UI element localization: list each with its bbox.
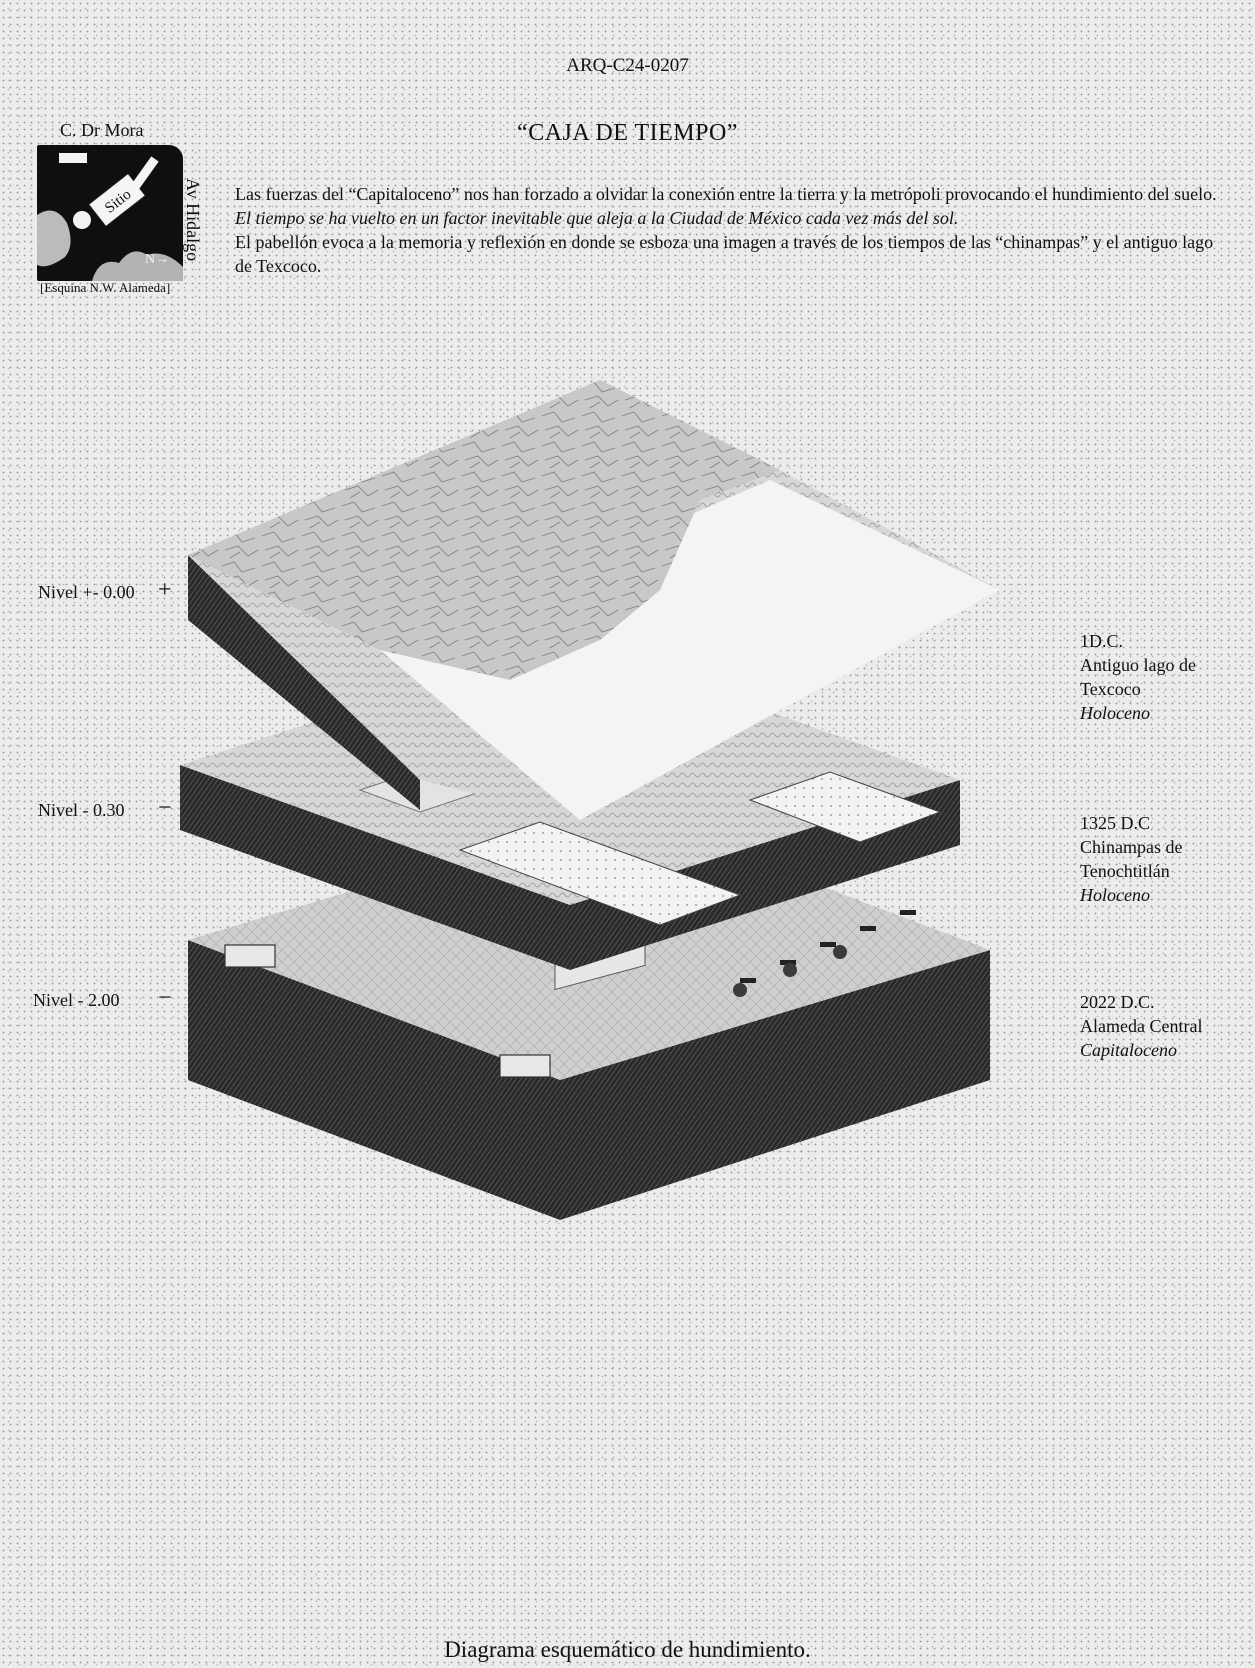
epoch-line2: Tenochtitlán (1080, 861, 1170, 881)
document-code: ARQ-C24-0207 (566, 55, 689, 76)
intro-paragraph-2: El pabellón evoca a la memoria y reflexión en donde se esboza una imagen a través de los tiempos de las “chinampas” y el antiguo lago de Texcoco. (235, 232, 1214, 276)
sinking-diagram (180, 380, 1060, 1320)
epoch-label-2 (1080, 990, 1202, 1062)
intro-italic-sentence: El tiempo se ha vuelto en un factor inevitable que aleja a la Ciudad de México cada vez más del sol. (235, 208, 959, 228)
epoch-label-0 (1080, 629, 1196, 725)
site-axis (135, 159, 155, 187)
epoch-label-1 (1080, 811, 1182, 907)
epoch-line1: Antiguo lago de (1080, 655, 1196, 675)
level-label-1: Nivel - 0.30 (38, 800, 125, 820)
epoch-era: Capitaloceno (1080, 1040, 1177, 1060)
epoch-era: Holoceno (1080, 703, 1150, 723)
corner-label: [Esquina N.W. Alameda] (40, 280, 171, 295)
level-mark-0: + (158, 577, 172, 603)
site-label: Sitio (102, 186, 135, 217)
epoch-line1: Chinampas de (1080, 837, 1183, 857)
epoch-line2: Texcoco (1080, 679, 1141, 699)
level-mark-2: − (158, 985, 172, 1011)
level-mark-1: − (158, 795, 172, 821)
intro-text (235, 182, 1225, 278)
vehicle-icon (225, 945, 275, 967)
epoch-era: Holoceno (1080, 885, 1150, 905)
marker-block (59, 153, 87, 163)
intro-sentence: Las fuerzas del “Capitaloceno” nos han forzado a olvidar la conexión entre la tierra y la metrópoli provocando el hundimiento del suelo. (235, 184, 1217, 204)
north-arrow-icon: N→ (145, 252, 170, 267)
intro-paragraph-1 (235, 182, 1225, 230)
epoch-line1: Alameda Central (1080, 1016, 1203, 1036)
page-title: “CAJA DE TIEMPO” (517, 120, 738, 146)
epoch-date: 1325 D.C (1080, 813, 1151, 833)
street-label-side: Av Hidalgo (183, 178, 203, 262)
level-label-2: Nivel - 2.00 (33, 990, 120, 1010)
vehicle-icon (500, 1055, 550, 1077)
level-label-0: Nivel +- 0.00 (38, 582, 135, 602)
street-label-top: C. Dr Mora (60, 120, 144, 140)
epoch-date: 1D.C. (1080, 631, 1124, 651)
diagram-caption: Diagrama esquemático de hundimiento. (444, 1637, 811, 1662)
site-map-drawing (37, 145, 183, 281)
fountain-icon (73, 211, 91, 229)
epoch-date: 2022 D.C. (1080, 992, 1155, 1012)
site-map (37, 145, 183, 281)
